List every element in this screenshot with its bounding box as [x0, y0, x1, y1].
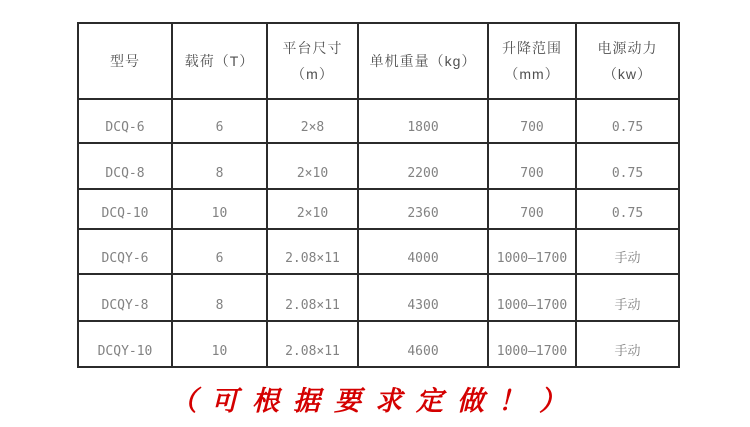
table-row: [78, 274, 679, 321]
cell-model: DCQY-6: [78, 229, 172, 274]
cell-power: 0.75: [576, 189, 679, 229]
table-row: [78, 143, 679, 189]
cell-unit-weight: 4000: [358, 229, 488, 274]
header-label: 升降范围: [502, 40, 562, 56]
cell-power: 手动: [576, 321, 679, 367]
spec-table: [77, 22, 680, 368]
cell-unit-weight: 2360: [358, 189, 488, 229]
cell-platform-size: 2.08×11: [267, 229, 358, 274]
cell-platform-size: 2.08×11: [267, 321, 358, 367]
table-row: [78, 321, 679, 367]
cell-platform-size: 2×10: [267, 189, 358, 229]
table-row: [78, 229, 679, 274]
cell-power: 0.75: [576, 143, 679, 189]
cell-unit-weight: 4300: [358, 274, 488, 321]
header-label: 电源动力: [597, 40, 658, 56]
column-header-model: [78, 23, 172, 99]
column-header-load: [172, 23, 267, 99]
cell-model: DCQY-10: [78, 321, 172, 367]
cell-power: 0.75: [576, 99, 679, 143]
cell-model: DCQY-8: [78, 274, 172, 321]
cell-unit-weight: 1800: [358, 99, 488, 143]
header-label: 单机重量（kg）: [369, 53, 477, 69]
header-unit: （mm）: [504, 66, 560, 82]
custom-order-note: （可根据要求定做！）: [170, 386, 580, 417]
header-label: 载荷（T）: [184, 53, 255, 69]
header-unit: （kw）: [602, 66, 653, 82]
column-header-platform-size: [267, 23, 358, 99]
cell-lift-range: 700: [488, 99, 576, 143]
cell-load: 8: [172, 143, 267, 189]
cell-platform-size: 2.08×11: [267, 274, 358, 321]
cell-power: 手动: [576, 229, 679, 274]
cell-lift-range: 700: [488, 189, 576, 229]
cell-platform-size: 2×8: [267, 99, 358, 143]
cell-power: 手动: [576, 274, 679, 321]
table-row: [78, 189, 679, 229]
cell-load: 8: [172, 274, 267, 321]
column-header-lift-range: [488, 23, 576, 99]
spec-table-container: [77, 22, 680, 368]
cell-lift-range: 1000—1700: [488, 229, 576, 274]
cell-unit-weight: 4600: [358, 321, 488, 367]
cell-platform-size: 2×10: [267, 143, 358, 189]
cell-load: 10: [172, 189, 267, 229]
cell-load: 6: [172, 99, 267, 143]
cell-model: DCQ-10: [78, 189, 172, 229]
cell-lift-range: 700: [488, 143, 576, 189]
table-row: [78, 99, 679, 143]
column-header-power: [576, 23, 679, 99]
cell-lift-range: 1000—1700: [488, 321, 576, 367]
header-label: 平台尺寸: [282, 40, 343, 56]
cell-lift-range: 1000—1700: [488, 274, 576, 321]
cell-model: DCQ-6: [78, 99, 172, 143]
cell-load: 10: [172, 321, 267, 367]
cell-load: 6: [172, 229, 267, 274]
cell-unit-weight: 2200: [358, 143, 488, 189]
cell-model: DCQ-8: [78, 143, 172, 189]
header-unit: （m）: [291, 66, 334, 82]
header-label: 型号: [110, 53, 140, 69]
column-header-unit-weight: [358, 23, 488, 99]
header-row: [78, 23, 679, 99]
